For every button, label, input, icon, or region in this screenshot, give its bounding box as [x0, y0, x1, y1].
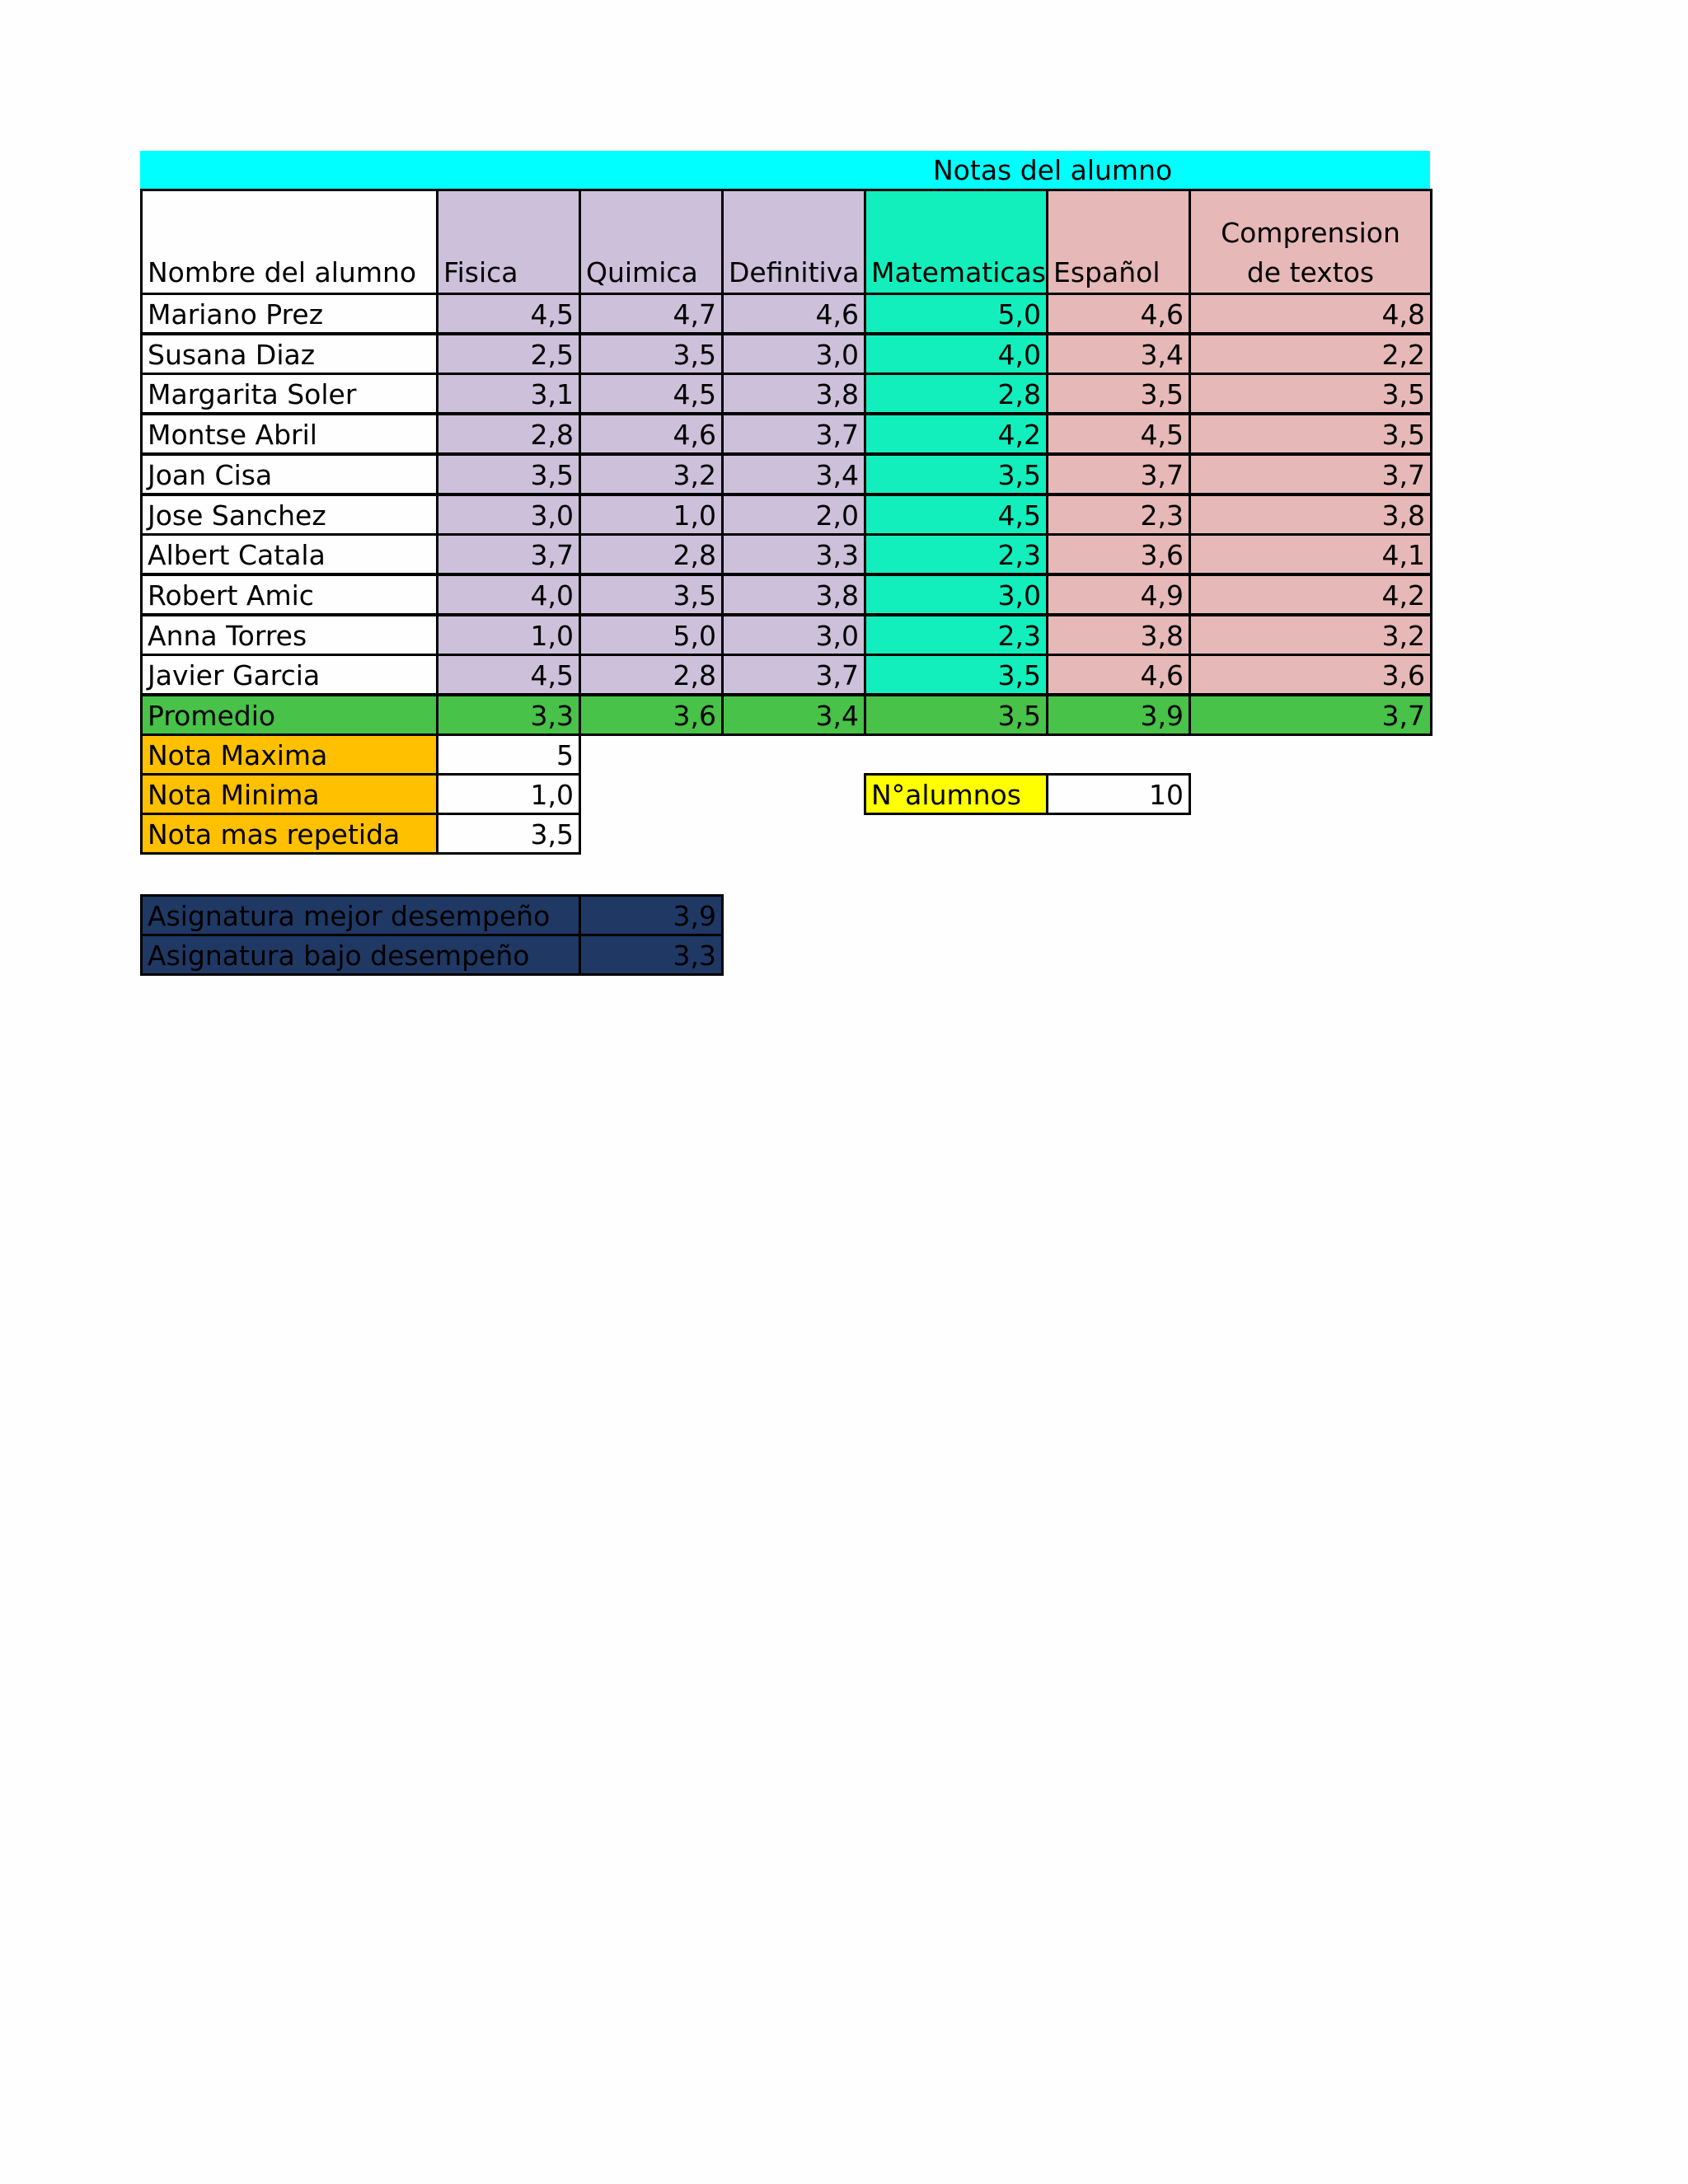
- student-name: Montse Abril: [140, 413, 438, 455]
- grade-matematicas: 2,8: [864, 373, 1048, 415]
- grade-definitiva: 3,7: [721, 654, 866, 696]
- summary-value-mode: 3,5: [436, 813, 581, 855]
- student-name: Robert Amic: [140, 574, 438, 616]
- grade-fisica: 3,0: [436, 494, 581, 536]
- grade-quimica: 4,7: [579, 293, 724, 335]
- average-matematicas: 3,5: [864, 694, 1048, 736]
- grade-matematicas: 3,0: [864, 574, 1048, 616]
- performance-best-label: Asignatura mejor desempeño: [140, 894, 581, 936]
- grade-fisica: 4,0: [436, 574, 581, 616]
- grade-definitiva: 3,0: [721, 333, 866, 375]
- grade-definitiva: 2,0: [721, 494, 866, 536]
- student-name: Margarita Soler: [140, 373, 438, 415]
- summary-value-max: 5: [436, 733, 581, 776]
- grade-quimica: 4,6: [579, 413, 724, 455]
- student-name: Albert Catala: [140, 533, 438, 575]
- grade-fisica: 4,5: [436, 654, 581, 696]
- average-quimica: 3,6: [579, 694, 724, 736]
- average-definitiva: 3,4: [721, 694, 866, 736]
- student-name: Joan Cisa: [140, 453, 438, 495]
- grade-espanol: 3,5: [1046, 373, 1191, 415]
- grade-fisica: 1,0: [436, 614, 581, 656]
- grade-espanol: 3,4: [1046, 333, 1191, 375]
- grade-quimica: 4,5: [579, 373, 724, 415]
- grade-espanol: 3,7: [1046, 453, 1191, 495]
- summary-label-mode: Nota mas repetida: [140, 813, 438, 855]
- average-espanol: 3,9: [1046, 694, 1191, 736]
- header-fisica: Fisica: [436, 189, 581, 295]
- grade-fisica: 2,8: [436, 413, 581, 455]
- summary-label-min: Nota Minima: [140, 773, 438, 815]
- grade-comprension: 3,2: [1189, 614, 1432, 656]
- header-definitiva: Definitiva: [721, 189, 866, 295]
- grade-espanol: 3,8: [1046, 614, 1191, 656]
- grade-fisica: 3,5: [436, 453, 581, 495]
- grade-comprension: 4,1: [1189, 533, 1432, 575]
- grade-quimica: 2,8: [579, 654, 724, 696]
- student-name: Mariano Prez: [140, 293, 438, 335]
- grade-espanol: 4,9: [1046, 574, 1191, 616]
- grade-matematicas: 3,5: [864, 654, 1048, 696]
- grade-definitiva: 3,8: [721, 373, 866, 415]
- grade-comprension: 3,5: [1189, 373, 1432, 415]
- grade-comprension: 3,7: [1189, 453, 1432, 495]
- grade-matematicas: 3,5: [864, 453, 1048, 495]
- grade-espanol: 4,6: [1046, 654, 1191, 696]
- student-name: Jose Sanchez: [140, 494, 438, 536]
- grade-matematicas: 2,3: [864, 533, 1048, 575]
- grade-quimica: 1,0: [579, 494, 724, 536]
- grade-matematicas: 4,0: [864, 333, 1048, 375]
- grade-quimica: 3,5: [579, 333, 724, 375]
- grade-quimica: 2,8: [579, 533, 724, 575]
- grade-matematicas: 5,0: [864, 293, 1048, 335]
- performance-low-label: Asignatura bajo desempeño: [140, 934, 581, 976]
- grade-definitiva: 4,6: [721, 293, 866, 335]
- grade-quimica: 3,5: [579, 574, 724, 616]
- grade-definitiva: 3,7: [721, 413, 866, 455]
- average-comprension: 3,7: [1189, 694, 1432, 736]
- grade-comprension: 3,8: [1189, 494, 1432, 536]
- grade-matematicas: 2,3: [864, 614, 1048, 656]
- summary-value-min: 1,0: [436, 773, 581, 815]
- summary-label-max: Nota Maxima: [140, 733, 438, 776]
- grade-definitiva: 3,0: [721, 614, 866, 656]
- header-comprension: Comprension de textos: [1189, 189, 1432, 295]
- count-label: N°alumnos: [864, 773, 1048, 815]
- count-value: 10: [1046, 773, 1191, 815]
- grade-espanol: 4,6: [1046, 293, 1191, 335]
- average-fisica: 3,3: [436, 694, 581, 736]
- header-name: Nombre del alumno: [140, 189, 438, 295]
- performance-best-value: 3,9: [579, 894, 724, 936]
- student-name: Javier Garcia: [140, 654, 438, 696]
- title-band: [140, 151, 1430, 190]
- grade-definitiva: 3,4: [721, 453, 866, 495]
- grade-fisica: 4,5: [436, 293, 581, 335]
- grade-comprension: 3,6: [1189, 654, 1432, 696]
- grade-quimica: 5,0: [579, 614, 724, 656]
- student-name: Anna Torres: [140, 614, 438, 656]
- grade-fisica: 3,1: [436, 373, 581, 415]
- header-quimica: Quimica: [579, 189, 724, 295]
- grade-matematicas: 4,2: [864, 413, 1048, 455]
- grade-definitiva: 3,8: [721, 574, 866, 616]
- grade-fisica: 2,5: [436, 333, 581, 375]
- student-name: Susana Diaz: [140, 333, 438, 375]
- grade-comprension: 2,2: [1189, 333, 1432, 375]
- grade-comprension: 3,5: [1189, 413, 1432, 455]
- sheet-title: Notas del alumno: [933, 154, 1173, 186]
- grade-matematicas: 4,5: [864, 494, 1048, 536]
- average-label: Promedio: [140, 694, 438, 736]
- grade-espanol: 2,3: [1046, 494, 1191, 536]
- grade-fisica: 3,7: [436, 533, 581, 575]
- grade-espanol: 4,5: [1046, 413, 1191, 455]
- grade-comprension: 4,8: [1189, 293, 1432, 335]
- grade-comprension: 4,2: [1189, 574, 1432, 616]
- header-matematicas: Matematicas: [864, 189, 1048, 295]
- grade-definitiva: 3,3: [721, 533, 866, 575]
- grade-quimica: 3,2: [579, 453, 724, 495]
- performance-low-value: 3,3: [579, 934, 724, 976]
- grade-espanol: 3,6: [1046, 533, 1191, 575]
- header-espanol: Español: [1046, 189, 1191, 295]
